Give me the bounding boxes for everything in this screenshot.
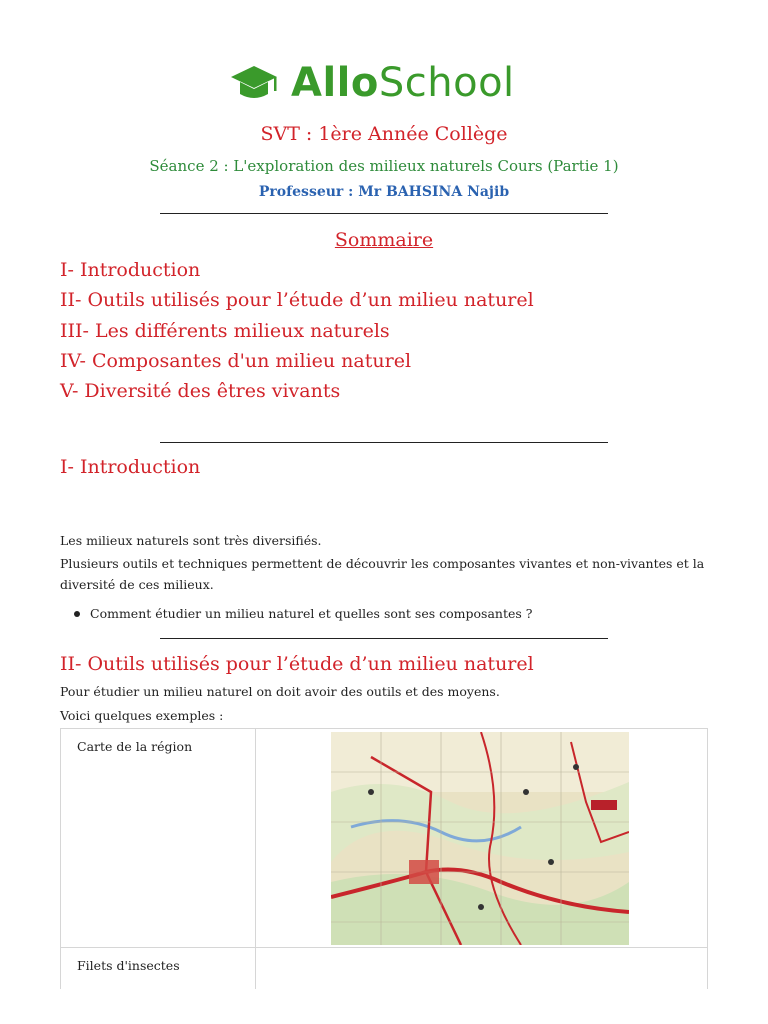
table-row bbox=[61, 948, 707, 989]
outils-paragraph: Voici quelques exemples : bbox=[60, 708, 224, 723]
section-heading-introduction: I- Introduction bbox=[60, 456, 201, 478]
bullet-icon bbox=[74, 611, 80, 617]
intro-paragraph: diversité de ces milieux. bbox=[60, 577, 214, 592]
toc-item[interactable]: II- Outils utilisés pour l’étude d’un milieu naturel bbox=[60, 289, 534, 312]
section-heading-outils: II- Outils utilisés pour l’étude d’un milieu naturel bbox=[60, 653, 534, 675]
logo-wordmark: AlloSchool bbox=[291, 60, 515, 106]
table-cell-label: Filets d'insectes bbox=[77, 958, 180, 973]
divider bbox=[160, 213, 608, 214]
table-row bbox=[61, 729, 707, 948]
toc-item[interactable]: III- Les différents milieux naturels bbox=[60, 319, 390, 342]
intro-paragraph: Les milieux naturels sont très diversifiés. bbox=[60, 533, 322, 548]
intro-question bbox=[74, 606, 532, 621]
intro-paragraph: Plusieurs outils et techniques permettent de découvrir les composantes vivantes et non-vivantes et la bbox=[60, 556, 705, 571]
toc-item[interactable]: V- Diversité des êtres vivants bbox=[60, 380, 341, 403]
subject-title: SVT : 1ère Année Collège bbox=[260, 123, 508, 145]
sommaire-title: Sommaire bbox=[334, 229, 434, 251]
divider bbox=[160, 638, 608, 639]
toc-item[interactable]: IV- Composantes d'un milieu naturel bbox=[60, 349, 412, 372]
bullet-text: Comment étudier un milieu naturel et quelles sont ses composantes ? bbox=[90, 606, 533, 621]
tools-table bbox=[60, 728, 708, 989]
seance-title: Séance 2 : L'exploration des milieux naturels Cours (Partie 1) bbox=[149, 157, 619, 175]
alloschool-logo[interactable] bbox=[229, 62, 515, 104]
toc-item[interactable]: I- Introduction bbox=[60, 259, 201, 281]
table-of-contents bbox=[60, 257, 534, 408]
professor-name: Professeur : Mr BAHSINA Najib bbox=[258, 184, 510, 200]
region-map-image bbox=[331, 732, 629, 945]
graduation-cap-icon bbox=[229, 62, 279, 104]
table-cell-label: Carte de la région bbox=[77, 739, 193, 754]
outils-paragraph: Pour étudier un milieu naturel on doit avoir des outils et des moyens. bbox=[60, 684, 500, 699]
divider bbox=[160, 442, 608, 443]
